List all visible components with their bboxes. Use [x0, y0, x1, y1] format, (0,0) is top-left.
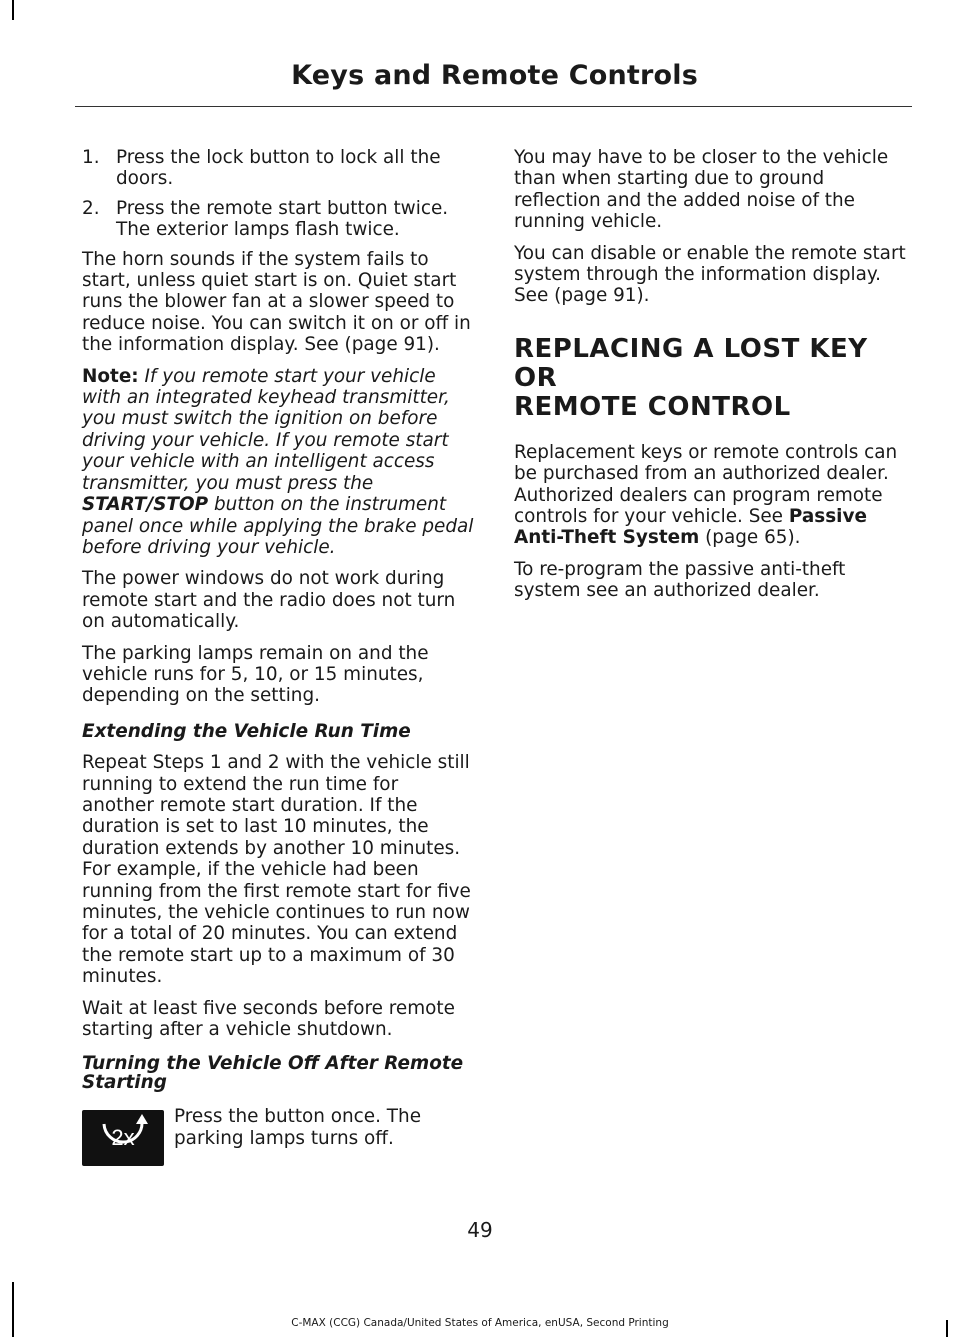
- step-text: Press the lock button to lock all the doors.: [116, 147, 441, 190]
- turn-off-subheading: Turning the Vehicle Off After Remote Starting: [82, 1053, 464, 1094]
- replace-text-before: Replacement keys or remote controls can be purchased from an authorized dealer. Authorized dealers can program remote controls for your vehicle. See: [514, 441, 898, 528]
- step-number: 2.: [82, 197, 100, 219]
- remote-button-row: [82, 1106, 474, 1166]
- footer-text: C-MAX (CCG) Canada/United States of America, enUSA, Second Printing: [291, 1317, 669, 1329]
- extend-subheading: Extending the Vehicle Run Time: [82, 720, 411, 742]
- remote-start-2x-icon-graphic: [82, 1110, 164, 1166]
- header-divider: [75, 106, 912, 107]
- remote-start-2x-icon: [82, 1110, 164, 1166]
- start-stop-button-name: START/STOP: [82, 494, 209, 516]
- step-text: Press the remote start button twice. The exterior lamps flash twice.: [116, 197, 449, 241]
- crop-mark-top-left: [12, 0, 14, 20]
- turn-off-paragraph: Press the button once. The parking lamps turns off.: [174, 1106, 422, 1149]
- step-number: 1.: [82, 147, 100, 168]
- replace-text-after: (page 65).: [699, 527, 801, 549]
- horn-paragraph: The horn sounds if the system fails to start, unless quiet start is on. Quiet start runs the blower fan at a slower speed to reduce noise. You can switch it on or off in the information display. See (page 91).: [82, 248, 471, 356]
- section-heading: [514, 335, 906, 422]
- passive-anti-theft-link[interactable]: Passive Anti-Theft System: [514, 506, 867, 549]
- windows-paragraph: The power windows do not work during remote start and the radio does not turn on automatically.: [82, 568, 456, 633]
- list-item: [82, 147, 474, 190]
- note-text-before: If you remote start your vehicle with an integrated keyhead transmitter, you must switch the ignition on before driving your vehicle. If you remote start your vehicle with an intelligent access transmitter, you must press the: [82, 365, 450, 494]
- wait-paragraph: Wait at least five seconds before remote starting after a vehicle shutdown.: [82, 997, 455, 1041]
- page-title: Keys and Remote Controls: [291, 60, 698, 91]
- note-text-after: button on the instrument panel once while applying the brake pedal before driving your vehicle.: [82, 494, 474, 558]
- page-number: 49: [467, 1218, 493, 1242]
- note-paragraph: [82, 366, 474, 559]
- reprogram-paragraph: To re-program the passive anti-theft system see an authorized dealer.: [514, 558, 846, 602]
- right-column: [514, 147, 906, 612]
- left-column: [82, 147, 474, 1166]
- icon-label: 2x: [111, 1125, 135, 1151]
- section-heading-line-1: REPLACING A LOST KEY OR: [514, 333, 868, 393]
- closer-paragraph: You may have to be closer to the vehicle than when starting due to ground reflection and the added noise of the running vehicle.: [514, 147, 889, 233]
- replace-paragraph: [514, 442, 906, 549]
- disable-paragraph: You can disable or enable the remote start system through the information display. See (page 91).: [514, 242, 906, 307]
- extend-paragraph: Repeat Steps 1 and 2 with the vehicle still running to extend the run time for another remote start duration. If the duration is set to last 10 minutes, the duration extends by another 10 minutes. For example, if the vehicle had been running from the first remote start for five minutes, the vehicle continues to run now for a total of 20 minutes. You can extend the remote start up to a maximum of 30 minutes.: [82, 752, 471, 988]
- list-item: [82, 198, 474, 241]
- note-label: Note:: [82, 365, 139, 387]
- parking-paragraph: The parking lamps remain on and the vehicle runs for 5, 10, or 15 minutes, depending on the setting.: [82, 642, 429, 707]
- section-heading-line-2: REMOTE CONTROL: [514, 391, 791, 422]
